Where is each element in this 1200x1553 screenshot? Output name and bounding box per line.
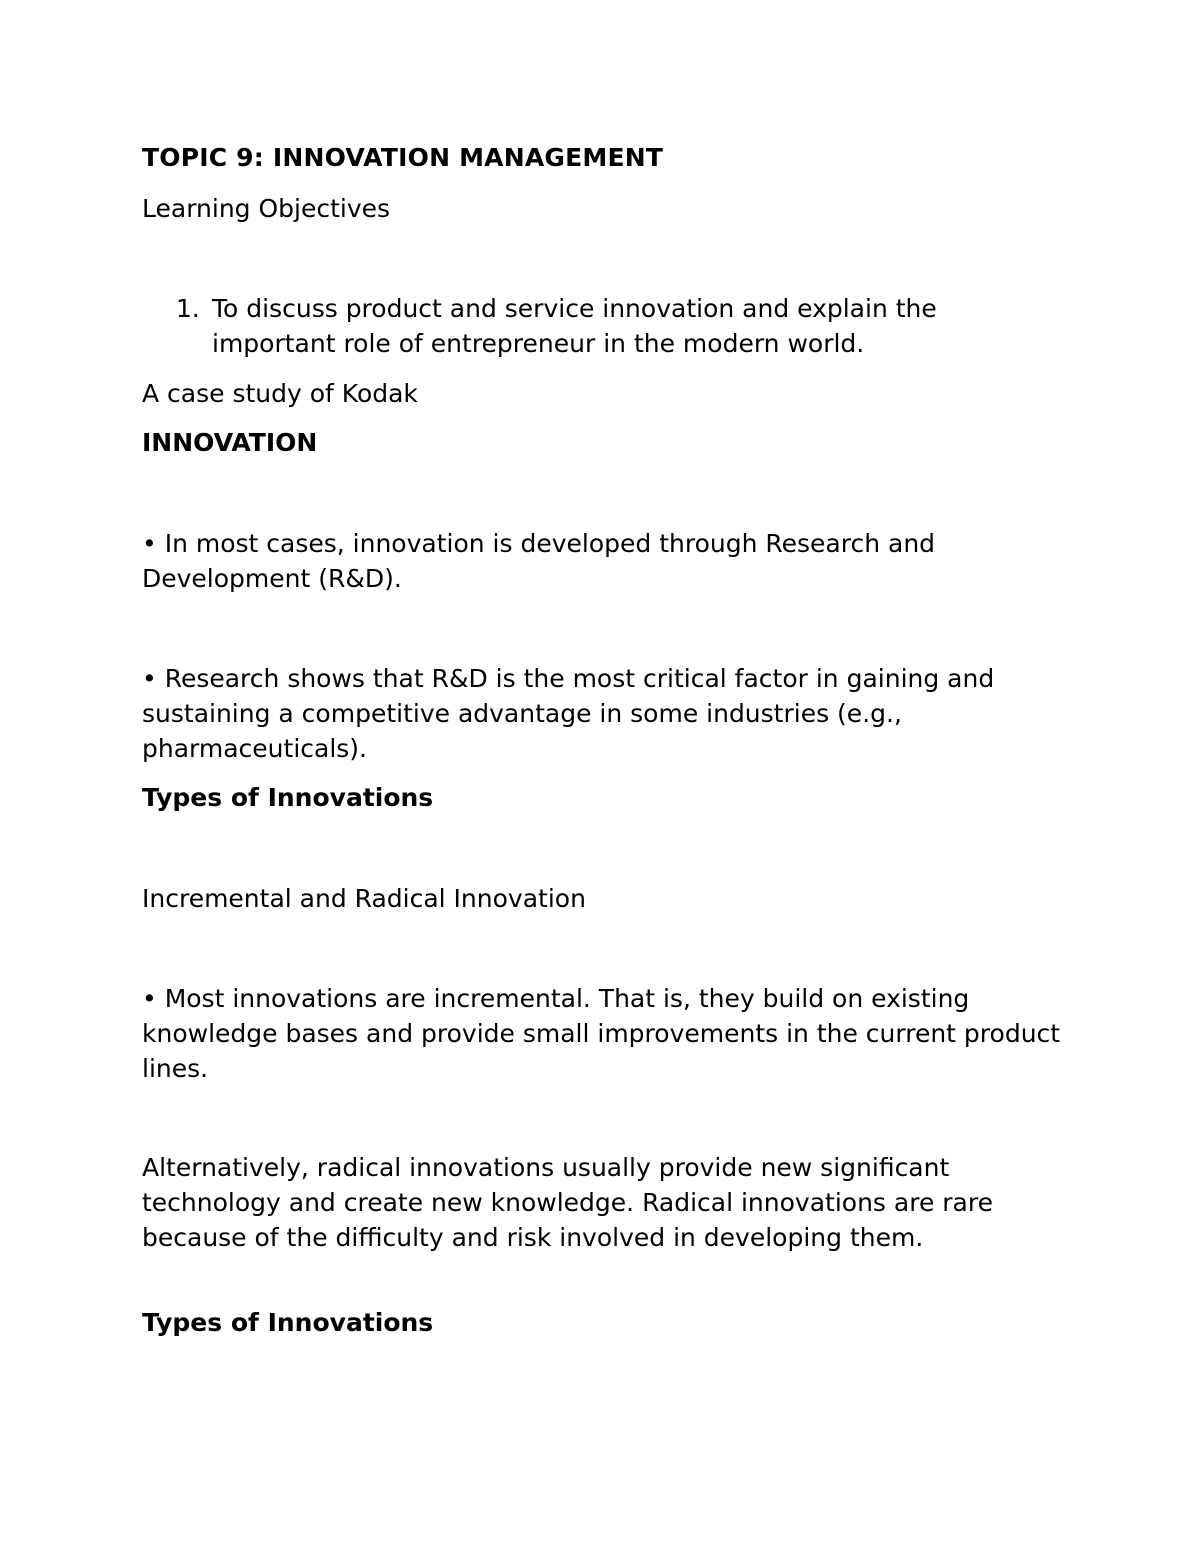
objective-number: 1. — [176, 294, 200, 323]
incremental-bullet: • Most innovations are incremental. That is, they build on existing knowledge bases and provide small improvements in the current product lines. — [142, 984, 1061, 1083]
innovation-bullet-rnd: • In most cases, innovation is developed through Research and Development (R&D). — [142, 529, 936, 593]
page-title: TOPIC 9: INNOVATION MANAGEMENT — [142, 143, 664, 172]
types-of-innovations-heading: Types of Innovations — [142, 783, 434, 812]
innovation-bullet-competitive: • Research shows that R&D is the most critical factor in gaining and sustaining a competitive advantage in some industries (e.g., pharmaceuticals). — [142, 664, 995, 763]
types-of-innovations-heading-2: Types of Innovations — [142, 1308, 434, 1337]
learning-objectives-label: Learning Objectives — [142, 194, 391, 223]
radical-paragraph: Alternatively, radical innovations usually provide new significant technology and create new knowledge. Radical innovations are rare because of the difficulty and risk involved in developing them. — [142, 1153, 993, 1252]
innovation-heading: INNOVATION — [142, 428, 318, 457]
case-study-line: A case study of Kodak — [142, 379, 418, 408]
incremental-radical-subheading: Incremental and Radical Innovation — [142, 884, 586, 913]
objective-text: To discuss product and service innovation and explain the important role of entrepreneur in the modern world. — [212, 294, 937, 358]
